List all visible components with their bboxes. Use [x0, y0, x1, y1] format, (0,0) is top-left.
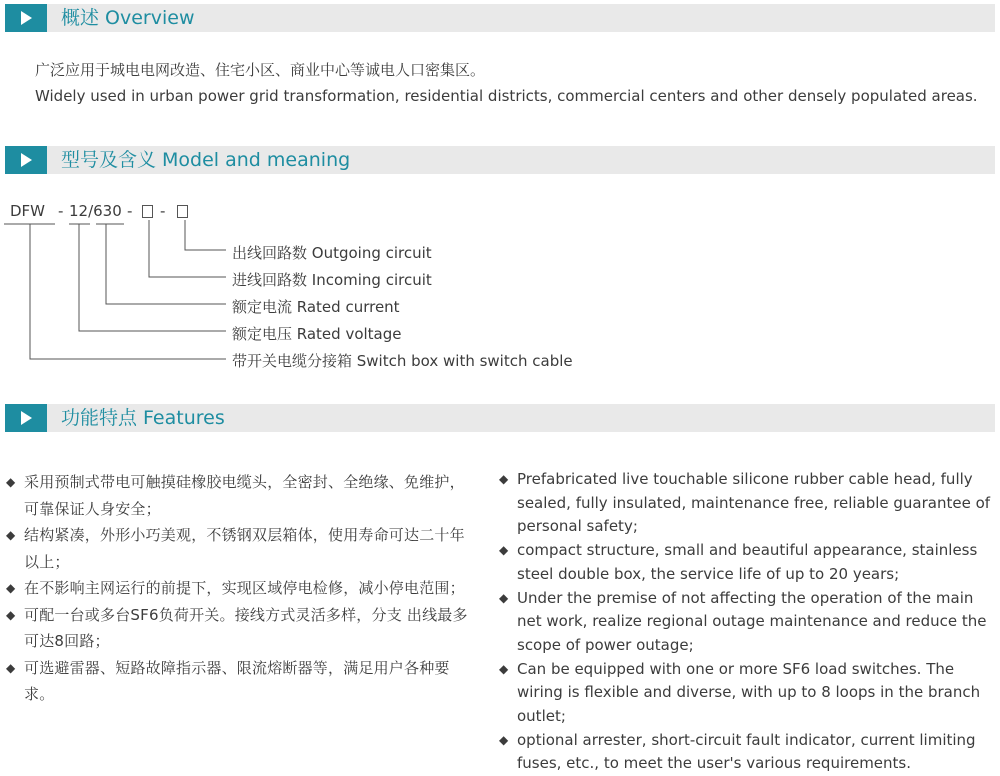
feature-text: 在不影响主网运行的前提下，实现区域停电检修，减小停电范围；	[24, 579, 465, 597]
feature-text: Under the premise of not affecting the operation of the main net work, realize regional outage maintenance and reduce the scope of power outage;	[517, 588, 987, 654]
features-list-en	[498, 468, 1000, 776]
model-label-switch-box: 带开关电缆分接箱 Switch box with switch cable	[232, 352, 573, 370]
section-title-model: 型号及含义 Model and meaning	[61, 149, 351, 171]
list-item	[498, 468, 1000, 539]
model-code-dash: -	[127, 202, 133, 220]
overview-text-cn: 广泛应用于城电电网改造、住宅小区、商业中心等诚电人口密集区。	[35, 61, 486, 79]
model-label-outgoing: 出线回路数 Outgoing circuit	[232, 244, 432, 262]
feature-text: Can be equipped with one or more SF6 load switches. The wiring is flexible and diverse, with up to 8 loops in the branch outlet;	[517, 659, 981, 726]
list-item	[5, 575, 475, 602]
diamond-bullet-icon: ◆	[499, 543, 509, 558]
feature-text: 可配一台或多台SF6负荷开关。接线方式灵活多样，分支 出线最多可达8回路；	[24, 605, 468, 650]
list-item	[5, 602, 475, 655]
feature-text: Prefabricated live touchable silicone rubber cable head, fully sealed, fully insulated, maintenance free, reliable guarantee of personal safety;	[517, 470, 991, 536]
feature-text: 结构紧凑，外形小巧美观，不锈钢双层箱体，使用寿命可达二十年以上；	[24, 526, 465, 571]
model-code-dash: -	[160, 202, 166, 220]
list-item	[498, 658, 1000, 729]
section-tag	[5, 404, 47, 432]
model-label-incoming: 进线回路数 Incoming circuit	[232, 271, 432, 289]
list-item	[5, 469, 475, 522]
diamond-bullet-icon: ◆	[6, 660, 16, 675]
diamond-bullet-icon: ◆	[499, 590, 509, 605]
overview-text-en: Widely used in urban power grid transformation, residential districts, commercial centers and other densely populated areas.	[35, 87, 978, 105]
model-code-rating: 12/630	[69, 202, 122, 220]
section-title-overview: 概述 Overview	[61, 7, 195, 29]
diamond-bullet-icon: ◆	[499, 472, 509, 486]
diamond-bullet-icon: ◆	[499, 732, 509, 747]
feature-text: optional arrester, short-circuit fault indicator, current limiting fuses, etc., to meet the user's various requirements.	[517, 730, 976, 773]
feature-text: 可选避雷器、短路故障指示器、限流熔断器等，满足用户各种要求。	[24, 658, 450, 703]
list-item	[5, 655, 475, 708]
model-connector-lines	[0, 0, 240, 380]
play-triangle-icon	[21, 411, 32, 425]
section-header-features	[5, 404, 995, 432]
diamond-bullet-icon: ◆	[6, 607, 16, 622]
diamond-bullet-icon: ◆	[6, 528, 16, 542]
diamond-bullet-icon: ◆	[6, 475, 16, 489]
diamond-bullet-icon: ◆	[6, 581, 16, 595]
model-label-rated-current: 额定电流 Rated current	[232, 298, 400, 316]
section-title-features: 功能特点 Features	[61, 407, 225, 429]
features-list-cn	[5, 469, 475, 708]
diamond-bullet-icon: ◆	[499, 661, 509, 676]
model-label-rated-voltage: 额定电压 Rated voltage	[232, 325, 402, 343]
list-item	[498, 587, 1000, 658]
model-code-prefix: DFW	[10, 202, 46, 220]
feature-text: compact structure, small and beautiful appearance, stainless steel double box, the service life of up to 20 years;	[517, 541, 978, 583]
list-item	[5, 522, 475, 575]
list-item	[498, 539, 1000, 586]
list-item	[498, 729, 1000, 776]
model-code-dash: -	[58, 202, 64, 220]
feature-text: 采用预制式带电可触摸硅橡胶电缆头，全密封、全绝缘、免维护，可靠保证人身安全；	[24, 473, 465, 518]
